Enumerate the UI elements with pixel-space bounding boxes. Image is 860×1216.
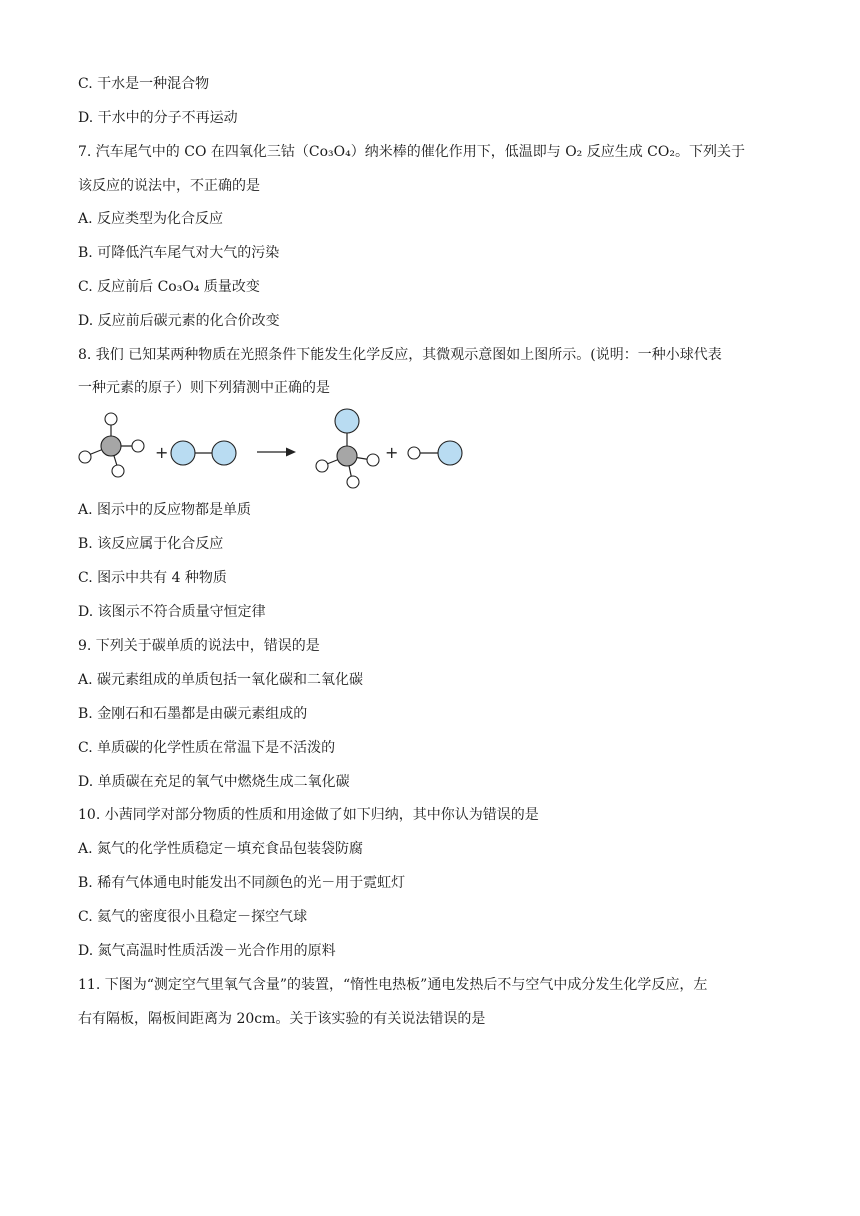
q6-option-d: D. 干水中的分子不再运动 (78, 110, 238, 126)
q10-option-c: C. 氦气的密度很小且稳定－探空气球 (78, 909, 308, 925)
q9-option-a: A. 碳元素组成的单质包括一氧化碳和二氧化碳 (78, 672, 364, 688)
q11-stem-line-2: 右有隔板，隔板间距离为 20cm。关于该实验的有关说法错误的是 (78, 1011, 486, 1027)
blue-atom (335, 409, 359, 433)
q10-option-b: B. 稀有气体通电时能发出不同颜色的光－用于霓虹灯 (78, 875, 406, 891)
q8-stem-line-2: 一种元素的原子）则下列猜测中正确的是 (78, 380, 330, 396)
blue-atom (212, 441, 236, 465)
q7-option-a: A. 反应类型为化合反应 (78, 211, 224, 227)
q10-stem: 10. 小茜同学对部分物质的性质和用途做了如下归纳，其中你认为错误的是 (78, 807, 539, 823)
white-atom (112, 465, 124, 477)
plus-sign: + (155, 443, 169, 462)
q10-option-d: D. 氮气高温时性质活泼－光合作用的原料 (78, 943, 336, 959)
q9-option-b: B. 金刚石和石墨都是由碳元素组成的 (78, 706, 308, 722)
white-atom (105, 413, 117, 425)
q9-option-d: D. 单质碳在充足的氧气中燃烧生成二氧化碳 (78, 774, 350, 790)
q6-option-c: C. 干水是一种混合物 (78, 76, 210, 92)
q7-stem-line-2: 该反应的说法中，不正确的是 (78, 178, 260, 194)
q9-option-c: C. 单质碳的化学性质在常温下是不活泼的 (78, 740, 336, 756)
q8-option-a: A. 图示中的反应物都是单质 (78, 502, 252, 518)
q8-option-d: D. 该图示不符合质量守恒定律 (78, 604, 266, 620)
reaction-arrow-head (286, 448, 296, 457)
q8-option-b: B. 该反应属于化合反应 (78, 536, 224, 552)
q7-stem-line-1: 7. 汽车尾气中的 CO 在四氧化三钴（Co₃O₄）纳米棒的催化作用下，低温即与 O₂ 反应生成 CO₂。下列关于 (78, 144, 745, 160)
gray-atom (337, 446, 357, 466)
q7-option-d: D. 反应前后碳元素的化合价改变 (78, 313, 280, 329)
blue-atom (171, 441, 195, 465)
white-atom (347, 476, 359, 488)
q8-option-c: C. 图示中共有 4 种物质 (78, 570, 227, 586)
white-atom (79, 451, 91, 463)
q7-option-b: B. 可降低汽车尾气对大气的污染 (78, 245, 280, 261)
q10-option-a: A. 氮气的化学性质稳定－填充食品包装袋防腐 (78, 841, 364, 857)
q9-stem: 9. 下列关于碳单质的说法中，错误的是 (78, 638, 320, 654)
q7-option-c: C. 反应前后 Co₃O₄ 质量改变 (78, 279, 260, 295)
q11-stem-line-1: 11. 下图为“测定空气里氧气含量”的装置，“惰性电热板”通电发热后不与空气中成分发生化学反应，左 (78, 977, 708, 993)
blue-atom (438, 441, 462, 465)
white-atom (316, 460, 328, 472)
plus-sign: + (385, 443, 399, 462)
gray-atom (101, 436, 121, 456)
white-atom (132, 440, 144, 452)
reaction-micro-diagram (74, 404, 474, 496)
white-atom (408, 447, 420, 459)
q8-stem-line-1: 8. 我们 已知某两种物质在光照条件下能发生化学反应，其微观示意图如上图所示。(说明：一种小球代表 (78, 347, 722, 363)
white-atom (367, 454, 379, 466)
